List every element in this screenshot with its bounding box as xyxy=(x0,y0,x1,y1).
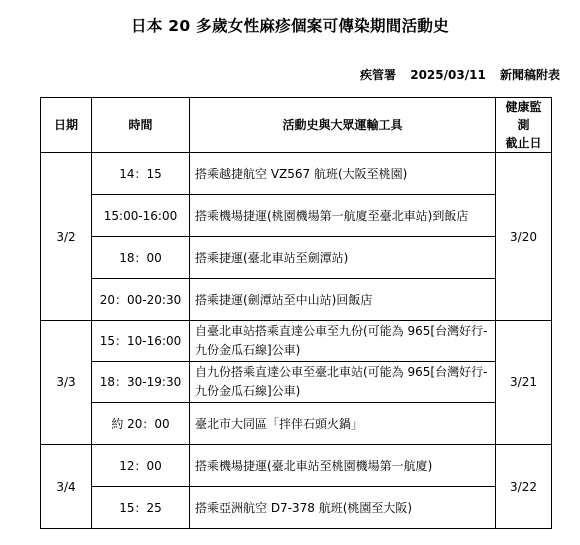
time-cell: 15：25 xyxy=(92,487,190,529)
activity-text: 搭乘機場捷運(臺北車站至桃園機場第一航廈) xyxy=(195,459,433,473)
date-cell: 3/4 xyxy=(41,445,92,529)
time-cell: 約 20：00 xyxy=(92,403,190,445)
date-cell: 3/2 xyxy=(41,153,92,321)
table-row xyxy=(41,362,552,403)
monitor-end-cell: 3/20 xyxy=(496,153,552,321)
table-header-row xyxy=(41,98,552,153)
time-cell: 18：00 xyxy=(92,237,190,279)
table-row xyxy=(41,153,552,195)
header-time: 時間 xyxy=(92,98,190,153)
time-cell: 15:00-16:00 xyxy=(92,195,190,237)
header-activity: 活動史與大眾運輸工具 xyxy=(190,98,496,153)
source-line xyxy=(360,66,560,83)
activity-table xyxy=(40,97,552,529)
activity-text: 搭乘越捷航空 VZ567 航班(大阪至桃園) xyxy=(195,167,408,181)
activity-text: 搭乘亞洲航空 D7-378 航班(桃園至大阪) xyxy=(195,501,413,515)
source-agency: 疾管署 xyxy=(360,68,397,82)
activity-text: 臺北市大同區「拌伴石頭火鍋」 xyxy=(195,417,364,431)
date-cell: 3/3 xyxy=(41,321,92,445)
page-title: 日本 20 多歲女性麻疹個案可傳染期間活動史 xyxy=(131,17,449,35)
table-row xyxy=(41,279,552,321)
table-row xyxy=(41,195,552,237)
time-cell: 12：00 xyxy=(92,445,190,487)
source-attachment: 新聞稿附表 xyxy=(499,68,560,82)
activity-cell xyxy=(190,403,496,445)
activity-cell xyxy=(190,195,496,237)
monitor-end-cell: 3/22 xyxy=(496,445,552,529)
time-cell: 20：00-20:30 xyxy=(92,279,190,321)
activity-text: 搭乘捷運(劍潭站至中山站)回飯店 xyxy=(195,293,373,307)
activity-cell xyxy=(190,487,496,529)
activity-text: 自臺北車站搭乘直達公車至九份(可能為 965[台灣好行- xyxy=(195,324,488,338)
activity-text: 九份金瓜石線]公車) xyxy=(195,343,301,357)
time-cell: 15：10-16:00 xyxy=(92,321,190,362)
monitor-end-cell: 3/21 xyxy=(496,321,552,445)
table-row xyxy=(41,321,552,362)
header-monitor-line1: 健康監測 xyxy=(505,100,542,132)
activity-text: 搭乘捷運(臺北車站至劍潭站) xyxy=(195,251,349,265)
table-row xyxy=(41,487,552,529)
activity-cell xyxy=(190,279,496,321)
time-cell: 18：30-19:30 xyxy=(92,362,190,403)
table-row xyxy=(41,237,552,279)
table-row xyxy=(41,445,552,487)
header-date: 日期 xyxy=(41,98,92,153)
activity-cell xyxy=(190,445,496,487)
table-body xyxy=(41,153,552,529)
header-monitor-line2: 截止日 xyxy=(505,136,542,150)
source-date: 2025/03/11 xyxy=(410,68,486,82)
header-monitor-end xyxy=(496,98,552,153)
activity-cell xyxy=(190,153,496,195)
activity-text: 搭乘機場捷運(桃園機場第一航廈至臺北車站)到飯店 xyxy=(195,209,469,223)
activity-text: 自九份搭乘直達公車至臺北車站(可能為 965[台灣好行- xyxy=(195,365,488,379)
table-row xyxy=(41,403,552,445)
activity-cell xyxy=(190,237,496,279)
activity-cell xyxy=(190,362,496,403)
activity-text: 九份金瓜石線]公車) xyxy=(195,384,301,398)
time-cell: 14：15 xyxy=(92,153,190,195)
activity-cell xyxy=(190,321,496,362)
